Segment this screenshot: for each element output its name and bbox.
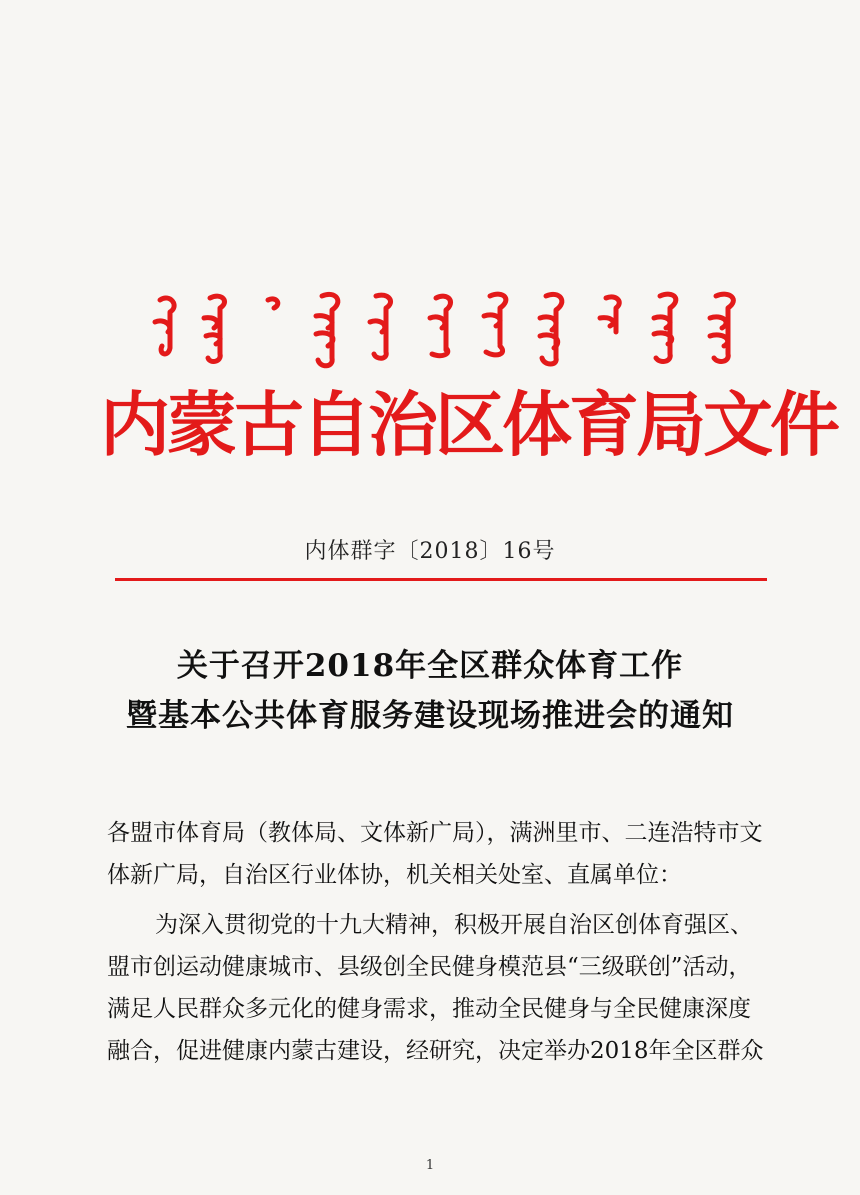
red-divider-line [115,578,767,581]
paragraph-line: 盟市创运动健康城市、县级创全民健身模范县“三级联创”活动， [107,954,752,980]
document-number: 内体群字〔2018〕16号 [304,539,556,564]
mongolian-script-header [150,288,755,370]
page-number: 1 [425,1158,435,1173]
mongolian-script-graphic [150,288,755,370]
issuing-agency-title: 内蒙古自治区体育局文件 [100,383,837,466]
paragraph-line: 满足人民群众多元化的健身需求，推动全民健身与全民健康深度 [107,996,751,1022]
body-paragraph [107,904,767,1072]
addressee-line: 体新广局，自治区行业体协，机关相关处室、直属单位： [107,862,682,888]
addressee-block [107,812,767,896]
addressee-line: 各盟市体育局（教体局、文体新广局），满洲里市、二连浩特市文 [107,820,763,846]
notice-title-line-2: 暨基本公共体育服务建设现场推进会的通知 [126,698,734,734]
paragraph-line: 为深入贯彻党的十九大精神，积极开展自治区创体育强区、 [155,912,753,938]
paragraph-line: 融合，促进健康内蒙古建设，经研究，决定举办2018年全区群众 [107,1038,764,1064]
notice-title-line-1: 关于召开2018年全区群众体育工作 [176,648,684,684]
